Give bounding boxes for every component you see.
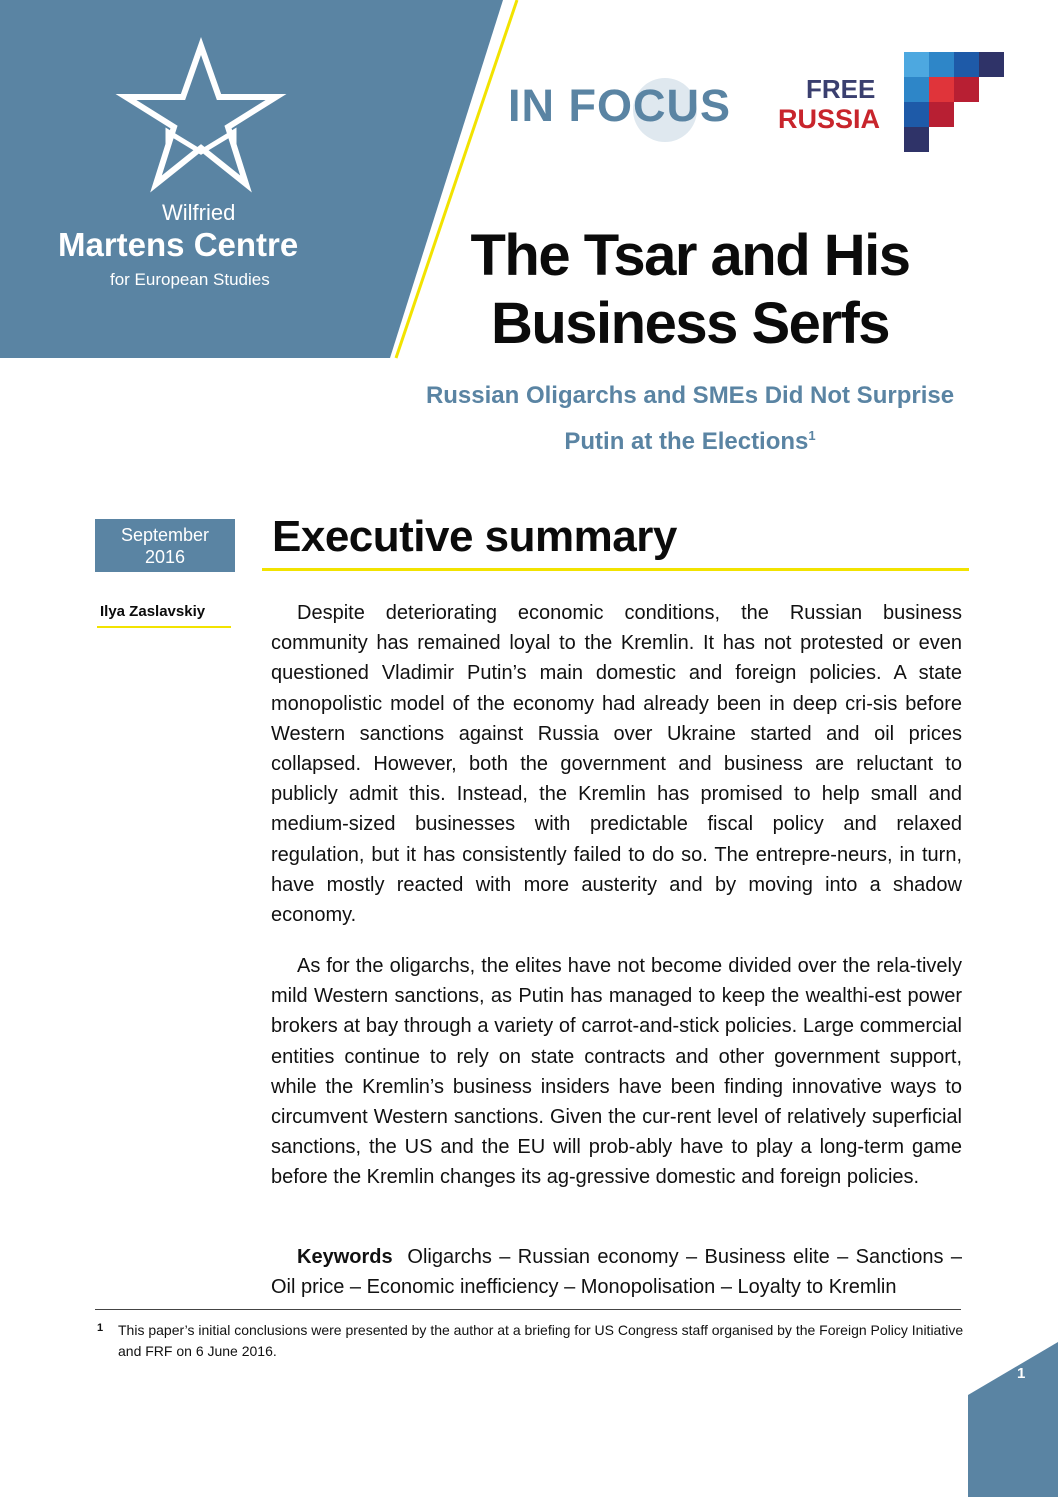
partner-name-line2: RUSSIA (778, 104, 881, 134)
paragraph-2-text: As for the oligarchs, the elites have not become divided over the rela-tively mild Western sanctions, as Putin has managed to keep the wealthi-est power brokers at bay through a variety of carrot-and-stick policies. Large commercial entities continue to rely on state contracts and other government support, while the Kremlin’s business insiders have been finding innovative ways to circumvent Western sanctions. Given the cur-rent level of relatively superficial sanctions, the US and the EU will prob-ably have to play a long-term game before the Kremlin changes its ag-gressive domestic and foreign policies. (271, 955, 962, 1189)
author-name: Ilya Zaslavskiy (100, 603, 206, 620)
partner-name-line1: FREE (806, 74, 876, 104)
org-name-line3: for European Studies (110, 270, 270, 289)
summary-paragraph-1 (271, 598, 962, 930)
footnote-text: This paper’s initial conclusions were presented by the author at a briefing for US Congress staff organised by the Foreign Policy Initiative and FRF on 6 June 2016. (118, 1322, 964, 1359)
keywords-paragraph (271, 1242, 962, 1302)
subtitle-text: Russian Oligarchs and SMEs Did Not Surprise Putin at the Elections (425, 382, 955, 455)
section-heading: Executive summary (272, 512, 677, 561)
page-corner (968, 1342, 1058, 1497)
section-heading-rule (262, 568, 969, 571)
page-title: The Tsar and His Business Serfs (470, 223, 910, 356)
date-badge (95, 519, 235, 572)
org-name-line2: Martens Centre (58, 226, 299, 263)
author-underline (97, 626, 231, 628)
series-label: IN FOCUS (508, 80, 732, 131)
date-year: 2016 (144, 547, 186, 567)
keywords-list: Oligarchs – Russian economy – Business elite – Sanctions – Oil price – Economic inefficiency – Monopolisation – Loyalty to Kremlin (271, 1246, 962, 1299)
subtitle-footnote-ref: 1 (808, 428, 816, 443)
free-russia-pixel-flag-icon (904, 52, 1004, 152)
page-number: 1 (1017, 1365, 1026, 1382)
keywords-label: Keywords (297, 1246, 393, 1268)
footnote-number: 1 (97, 1322, 104, 1334)
footnote-rule (95, 1309, 961, 1310)
page-subtitle (400, 376, 980, 462)
summary-paragraph-2 (271, 951, 962, 1193)
org-name-line1: Wilfried (162, 200, 236, 225)
paragraph-1-text: Despite deteriorating economic conditions, the Russian business community has remained loyal to the Kremlin. It has not protested or even questioned Vladimir Putin’s main domestic and foreign policies. A state monopolistic model of the economy had already been in deep cri-sis before Western sanctions against Russia over Ukraine started and oil prices collapsed. However, both the government and business are reluctant to publicly admit this. Instead, the Kremlin has promised to help small and medium-sized businesses with predictable fiscal policy and relaxed regulation, but it has consistently failed to do so. The entrepre-neurs, in turn, have mostly reacted with more austerity and by moving into a shadow economy. (271, 602, 962, 927)
date-month: September (120, 525, 210, 545)
